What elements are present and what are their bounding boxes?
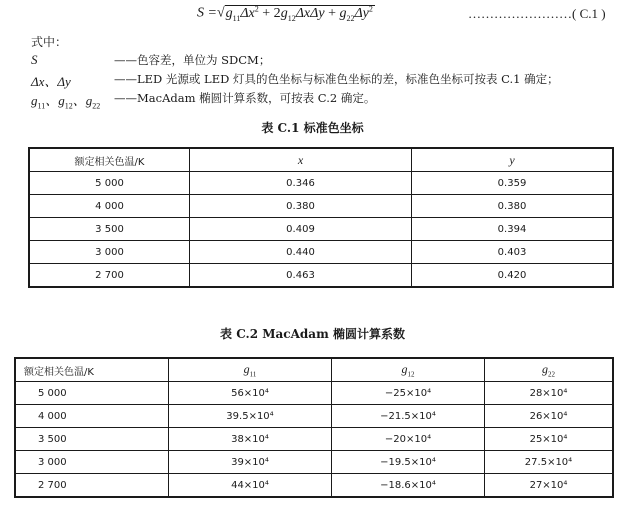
- term-g: g: [225, 5, 233, 21]
- formula-lhs: S: [197, 5, 204, 21]
- cell: 2 700: [15, 474, 169, 498]
- cell: 28×10⁴: [485, 382, 614, 405]
- cell: 0.409: [190, 218, 412, 241]
- cell: 2 700: [29, 264, 190, 288]
- term-var: Δy: [354, 5, 369, 21]
- cell: 0.359: [412, 172, 614, 195]
- cell: 56×10⁴: [169, 382, 332, 405]
- term-g: g: [280, 5, 288, 21]
- header-g12: [332, 358, 485, 382]
- term-plus: +: [324, 5, 340, 21]
- term-plus: + 2: [258, 5, 281, 21]
- term-sub: 11: [232, 13, 241, 23]
- cell: 3 500: [15, 428, 169, 451]
- cell: 0.463: [190, 264, 412, 288]
- macadam-coefficient-table: [14, 357, 614, 498]
- definition-item: [31, 52, 621, 71]
- header-cct: 额定相关色温/K: [29, 148, 190, 172]
- table-row: [29, 172, 613, 195]
- term-sup: 2: [254, 4, 259, 13]
- table-row: [29, 264, 613, 288]
- sym-sub: 11: [37, 101, 46, 111]
- term-g: g: [339, 5, 347, 21]
- standard-chromaticity-table: [28, 147, 614, 288]
- definition-symbol: S: [31, 52, 38, 67]
- cell: −25×10⁴: [332, 382, 485, 405]
- table1-caption: 表 C.1 标准色坐标: [261, 121, 364, 135]
- cell: 0.380: [412, 195, 614, 218]
- definition-item: [31, 90, 621, 109]
- table-row: [29, 241, 613, 264]
- table-row: [29, 218, 613, 241]
- cell: 27×10⁴: [485, 474, 614, 498]
- sym-part: g: [31, 93, 38, 108]
- term-var: Δx: [240, 5, 255, 21]
- cell: 4 000: [29, 195, 190, 218]
- cell: 25×10⁴: [485, 428, 614, 451]
- cell: 0.420: [412, 264, 614, 288]
- table-row: [15, 382, 613, 405]
- table-row: [15, 474, 613, 498]
- header-cct: 额定相关色温/K: [15, 358, 169, 382]
- table-row: [15, 428, 613, 451]
- cell: 44×10⁴: [169, 474, 332, 498]
- table2-caption: 表 C.2 MacAdam 椭圆计算系数: [220, 327, 405, 341]
- header-g11: [169, 358, 332, 382]
- cell: −19.5×10⁴: [332, 451, 485, 474]
- term-sup: 2: [368, 4, 373, 13]
- cell: 3 500: [29, 218, 190, 241]
- header-sub: 12: [407, 370, 415, 379]
- cell: 5 000: [15, 382, 169, 405]
- definition-symbol: Δx、Δy: [31, 74, 71, 89]
- header-g: g: [542, 361, 548, 376]
- cell: 27.5×10⁴: [485, 451, 614, 474]
- cell: 0.440: [190, 241, 412, 264]
- cell: 4 000: [15, 405, 169, 428]
- definition-symbol: [31, 90, 100, 111]
- table-header-row: [15, 358, 613, 382]
- cell: 0.346: [190, 172, 412, 195]
- header-x: x: [190, 148, 412, 172]
- sym-sub: 12: [64, 101, 73, 111]
- formula-expression: [197, 4, 375, 22]
- table-row: [15, 451, 613, 474]
- header-g22: [485, 358, 614, 382]
- definition-item: [31, 71, 621, 90]
- cell: −20×10⁴: [332, 428, 485, 451]
- cell: 0.394: [412, 218, 614, 241]
- cell: 26×10⁴: [485, 405, 614, 428]
- cell: 3 000: [15, 451, 169, 474]
- where-label: 式中：: [31, 35, 68, 49]
- table-header-row: [29, 148, 613, 172]
- cell: 5 000: [29, 172, 190, 195]
- header-g: g: [243, 361, 250, 376]
- cell: 39.5×10⁴: [169, 405, 332, 428]
- cell: 0.380: [190, 195, 412, 218]
- header-sub: 11: [249, 370, 257, 379]
- definition-desc: ——色容差，单位为 SDCM；: [114, 53, 271, 67]
- cell: 0.403: [412, 241, 614, 264]
- sym-part: 、g: [72, 93, 93, 108]
- header-y: y: [412, 148, 614, 172]
- cell: −21.5×10⁴: [332, 405, 485, 428]
- cell: 3 000: [29, 241, 190, 264]
- term-sub: 12: [287, 13, 296, 23]
- header-sub: 22: [548, 370, 555, 379]
- formula-c1: [0, 2, 625, 26]
- cell: −18.6×10⁴: [332, 474, 485, 498]
- definition-desc: ——MacAdam 椭圆计算系数，可按表 C.2 确定。: [114, 91, 376, 105]
- cell: 38×10⁴: [169, 428, 332, 451]
- term-sub: 22: [346, 13, 355, 23]
- definition-desc: ——LED 光源或 LED 灯具的色坐标与标准色坐标的差，标准色坐标可按表 C.1 确定；: [114, 72, 559, 86]
- sqrt-symbol: √: [216, 5, 225, 21]
- term-var: ΔxΔy: [295, 5, 325, 21]
- table-row: [29, 195, 613, 218]
- equation-number: ……………………( C.1 ): [468, 6, 606, 21]
- header-g: g: [401, 361, 408, 376]
- cell: 39×10⁴: [169, 451, 332, 474]
- definitions-list: [31, 52, 621, 109]
- sym-sub: 22: [92, 101, 101, 111]
- sym-part: 、g: [45, 93, 65, 108]
- formula-radicand: [225, 5, 375, 21]
- formula-equals: =: [207, 5, 217, 21]
- table-row: [15, 405, 613, 428]
